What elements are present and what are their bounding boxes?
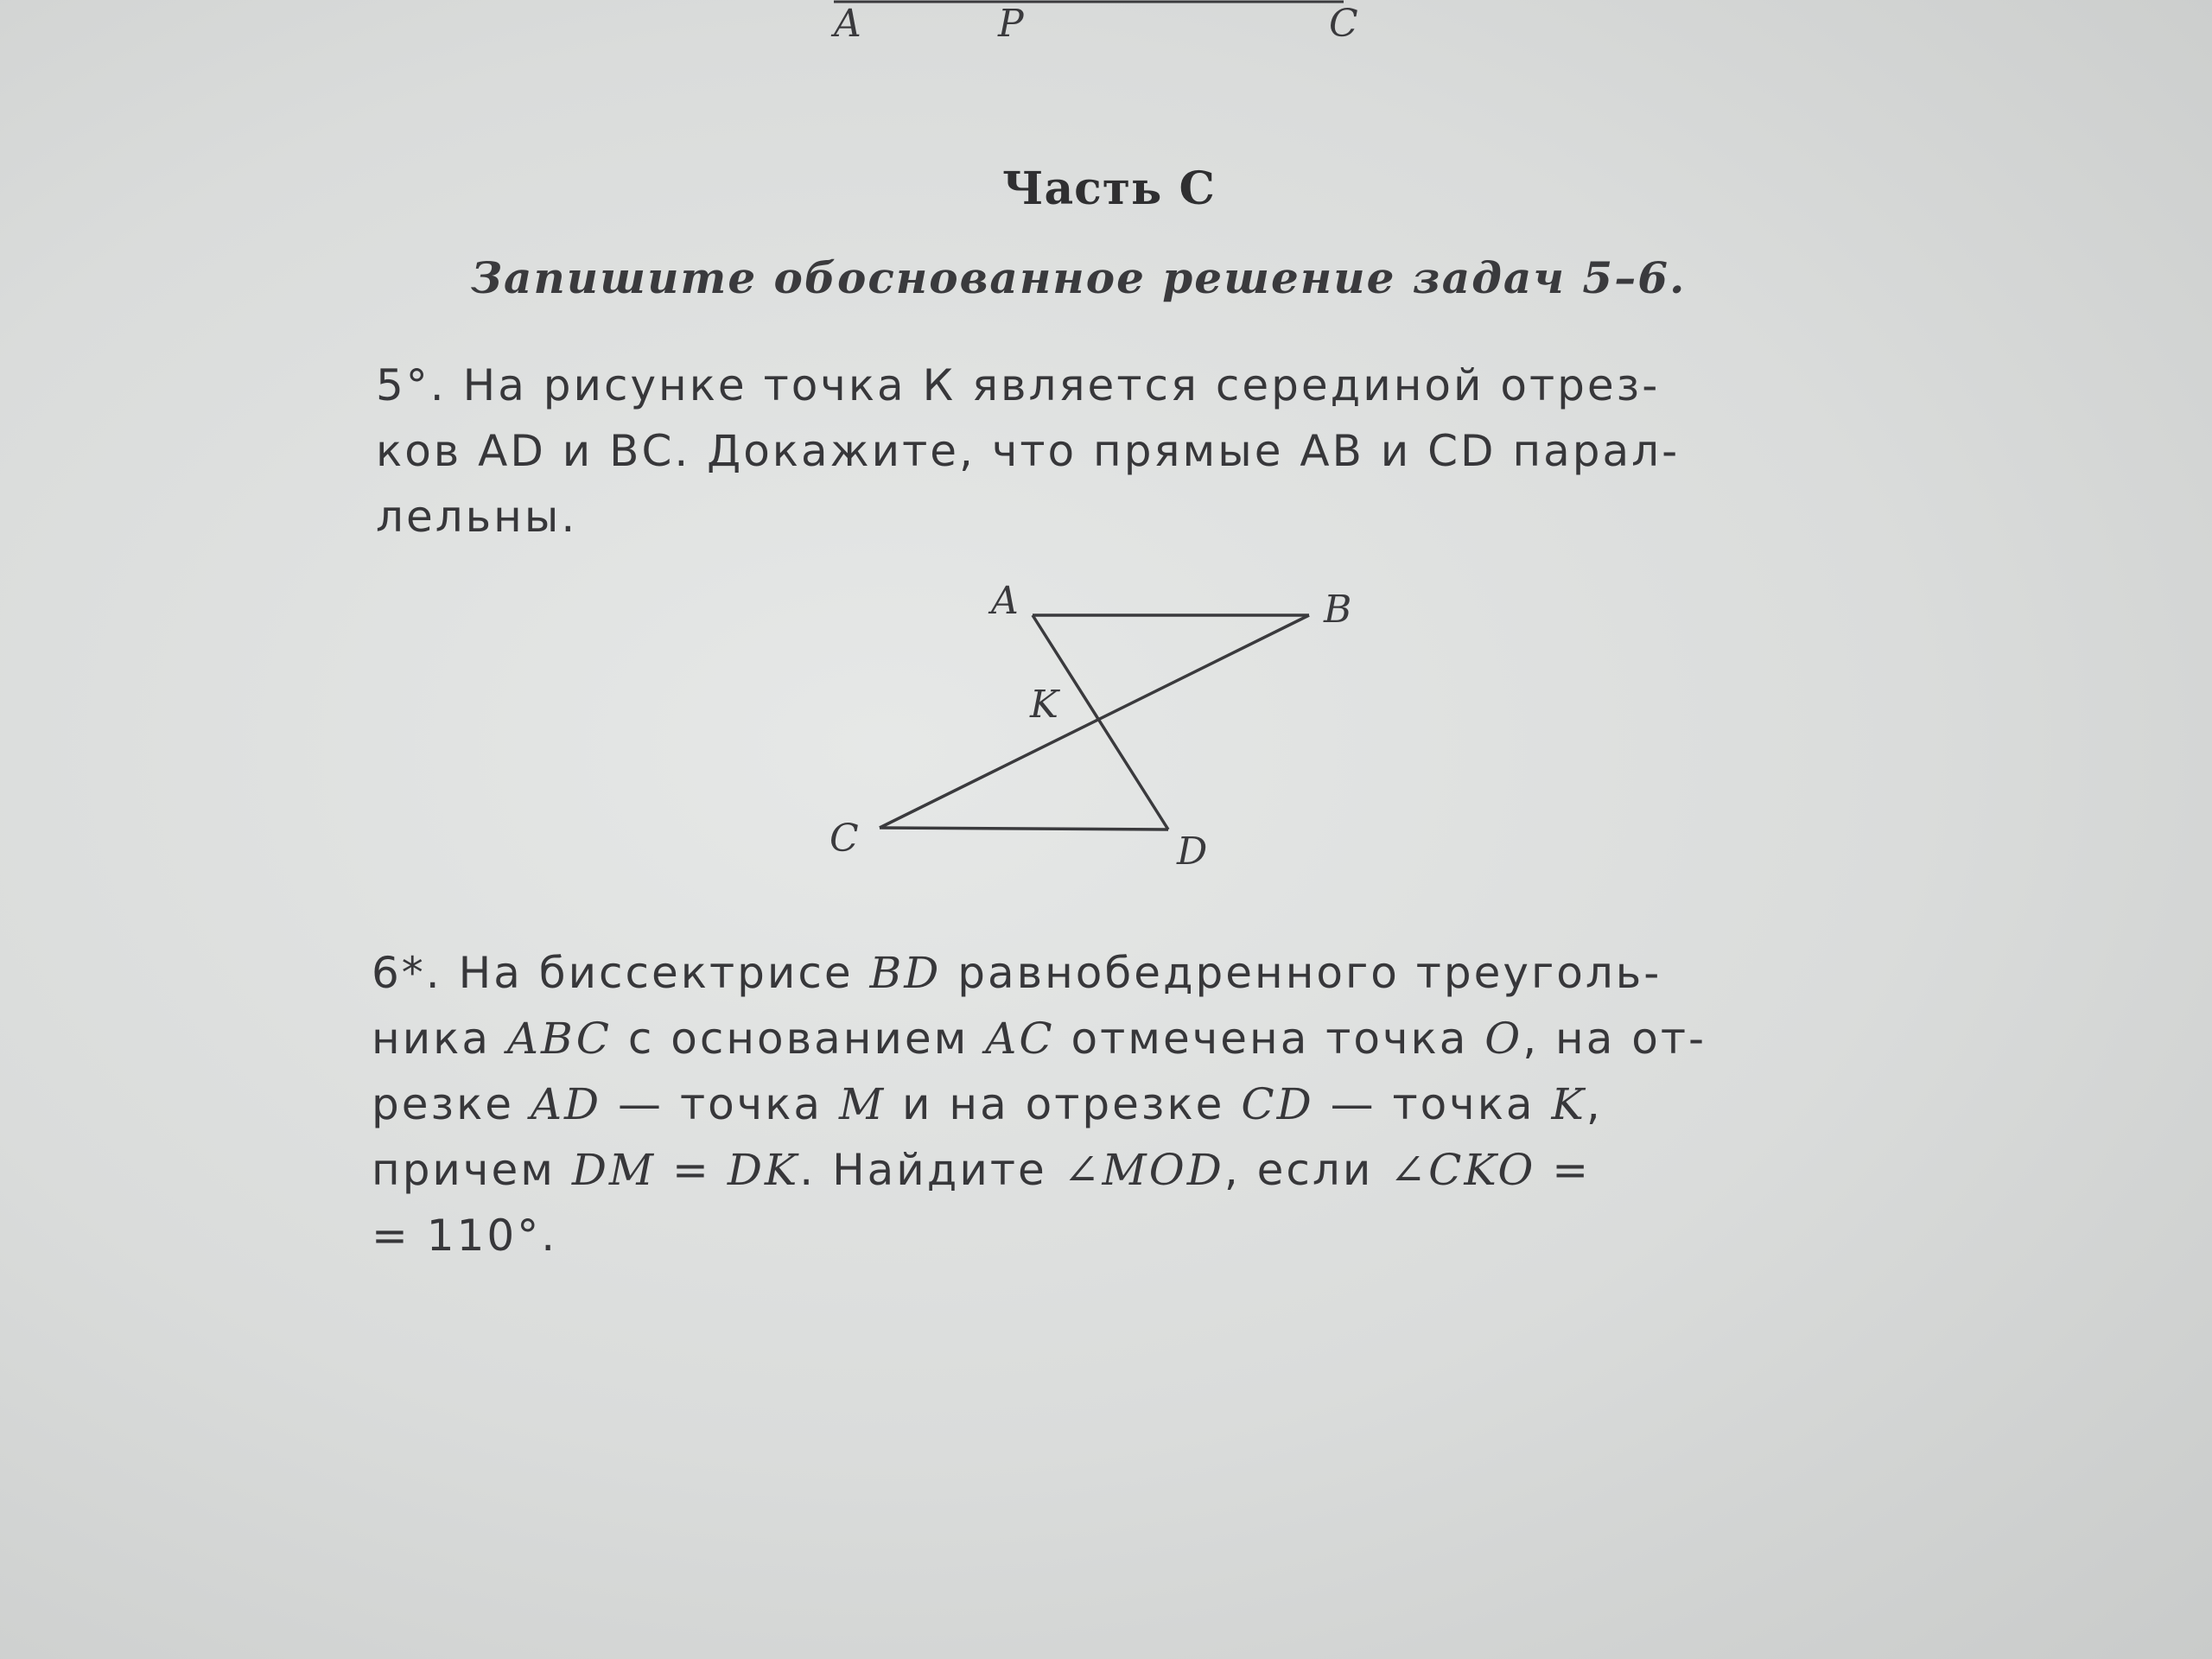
text-run: = bbox=[1535, 1145, 1592, 1195]
text-run: , на от- bbox=[1522, 1014, 1707, 1064]
problem-6-line bbox=[372, 1071, 1707, 1137]
problem-6-line bbox=[372, 1203, 1707, 1268]
math-run: AC bbox=[985, 1014, 1055, 1064]
text-run: 6*. На биссектрисе bbox=[372, 948, 870, 998]
label-p-top: P bbox=[998, 2, 1024, 46]
math-run: CD bbox=[1241, 1079, 1314, 1129]
problem-5-line: 5°. На рисунке точка К является серединой отрез- bbox=[376, 360, 1661, 410]
problem-6-line bbox=[372, 940, 1707, 1006]
segment-bc bbox=[880, 615, 1309, 828]
text-run: , если bbox=[1224, 1145, 1390, 1195]
math-run: K bbox=[1551, 1079, 1586, 1129]
math-run: O bbox=[1484, 1014, 1523, 1064]
label-k: K bbox=[1030, 683, 1058, 727]
text-run: — точка bbox=[1313, 1079, 1552, 1129]
math-run: ABC bbox=[506, 1014, 612, 1064]
label-a: A bbox=[991, 579, 1019, 623]
problem-6-line bbox=[372, 1006, 1707, 1071]
math-run: ∠MOD bbox=[1063, 1145, 1224, 1195]
label-b: B bbox=[1324, 588, 1352, 632]
text-run: = 110°. bbox=[372, 1211, 558, 1261]
problem-5-figure bbox=[812, 570, 1417, 885]
math-run: AD bbox=[530, 1079, 602, 1129]
segment-cd bbox=[880, 828, 1168, 830]
math-run: BD bbox=[869, 948, 942, 998]
label-c: C bbox=[830, 817, 859, 861]
math-run: ∠CKO bbox=[1389, 1145, 1536, 1195]
section-instruction: Запишите обоснованное решение задач 5–6. bbox=[471, 252, 1687, 303]
text-run: резке bbox=[372, 1079, 531, 1129]
problem-6-text bbox=[372, 940, 1707, 1268]
math-run: DM bbox=[571, 1145, 657, 1195]
text-run: — точка bbox=[601, 1079, 839, 1129]
math-run: DK bbox=[727, 1145, 800, 1195]
label-a-top: A bbox=[834, 2, 861, 46]
text-run: равнобедренного треуголь- bbox=[941, 948, 1662, 998]
text-run: ника bbox=[372, 1014, 507, 1064]
text-run: с основанием bbox=[611, 1014, 986, 1064]
problem-5-text bbox=[376, 353, 1680, 550]
text-run: , bbox=[1586, 1079, 1603, 1129]
problem-5-line: лельны. bbox=[376, 492, 578, 542]
text-run: отмечена точка bbox=[1054, 1014, 1485, 1064]
problem-5-line: ков AD и ВС. Докажите, что прямые АВ и CD парал- bbox=[376, 426, 1681, 476]
previous-figure-fragment bbox=[760, 0, 1452, 73]
text-run: . Найдите bbox=[799, 1145, 1064, 1195]
section-title: Часть С bbox=[1002, 162, 1216, 215]
problem-6-line bbox=[372, 1137, 1707, 1203]
text-run: = bbox=[656, 1145, 728, 1195]
text-run: причем bbox=[372, 1145, 572, 1195]
label-d: D bbox=[1177, 830, 1208, 874]
text-run: и на отрезке bbox=[886, 1079, 1242, 1129]
math-run: M bbox=[838, 1079, 887, 1129]
label-c-top: C bbox=[1329, 2, 1358, 46]
